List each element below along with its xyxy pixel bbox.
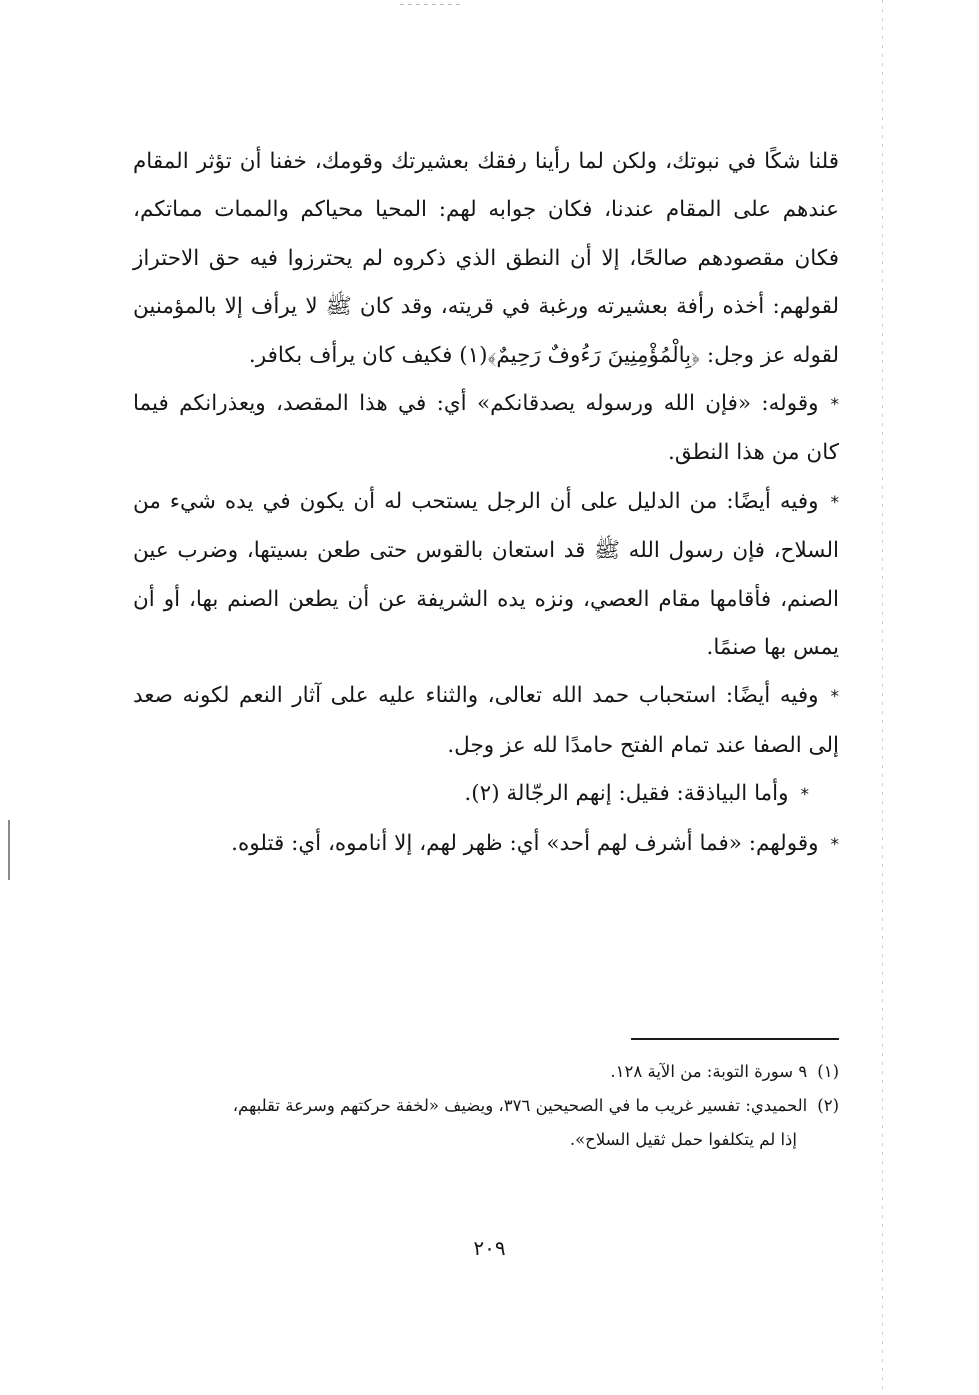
footnote-separator xyxy=(631,1038,839,1040)
footnote-text: ٩ سورة التوبة: من الآية ١٢٨. xyxy=(610,1062,808,1081)
paragraph xyxy=(133,138,839,380)
asterisk-bullet-icon: * xyxy=(830,395,839,416)
footnote-number: (٢) xyxy=(817,1096,839,1115)
main-text-body xyxy=(133,138,839,869)
scan-artifact-left-edge xyxy=(8,820,10,880)
paragraph-text: وفيه أيضًا: استحباب حمد الله تعالى، والثناء عليه على آثار النعم لكونه صعد إلى الصفا عند تمام الفتح حامدًا لله عز وجل. xyxy=(133,683,839,758)
asterisk-bullet-icon: * xyxy=(800,785,809,806)
asterisk-bullet-icon: * xyxy=(830,834,839,855)
paragraph xyxy=(133,770,839,819)
footnote-number: (١) xyxy=(817,1062,839,1081)
footnote-text: الحميدي: تفسير غريب ما في الصحيحين ٣٧٦، ويضيف «لخفة حركتهم وسرعة تقلبهم، xyxy=(232,1096,808,1115)
paragraph-text: قلنا شكًا في نبوتك، ولكن لما رأينا رفقك بعشيرتك وقومك، خفنا أن تؤثر المقام عندهم على المقام عندنا، فكان جوابه لهم: المحيا محياكم والممات مماتكم، فكان مقصودهم صالحًا، إلا أن النطق الذي ذكروه لم يحترزوا فيه حق الاحتراز لقولهم: أخذه رأفة بعشيرته ورغبة في قريته، وقد كان ﷺ لا يرأف إلا بالمؤمنين لقوله عز وجل: ﴿بِالْمُؤْمِنِينَ رَءُوفٌ رَحِيمٌ﴾(١) فكيف كان يرأف بكافر. xyxy=(133,149,839,368)
asterisk-bullet-icon: * xyxy=(830,687,839,708)
paragraph xyxy=(133,672,839,770)
paragraph xyxy=(133,380,839,478)
paragraph-text: وقوله: «فإن الله ورسوله يصدقانكم» أي: في هذا المقصد، ويعذرانكم فيما كان من هذا النطق. xyxy=(133,391,839,466)
footnote-continuation xyxy=(133,1123,839,1157)
scan-artifact-right-edge xyxy=(882,0,883,1395)
footnotes xyxy=(133,1055,839,1157)
footnote xyxy=(133,1089,839,1123)
page-number: ٢٠٩ xyxy=(473,1236,506,1260)
footnote xyxy=(133,1055,839,1089)
paragraph-text: وأما البياذقة: فقيل: إنهم الرجّالة (٢). xyxy=(464,781,789,807)
asterisk-bullet-icon: * xyxy=(830,492,839,513)
paragraph xyxy=(133,820,839,869)
paragraph-text: وفيه أيضًا: من الدليل على أن الرجل يستحب له أن يكون في يده شيء من السلاح، فإن رسول الله ﷺ قد استعان بالقوس حتى طعن بسيتها، وضرب عين الصنم، فأقامها مقام العصي، ونزه يده الشريفة عن أن يطعن الصنم بها، أو أن يمس بها صنمًا. xyxy=(133,488,839,661)
paragraph xyxy=(133,478,839,673)
scan-artifact-top xyxy=(400,4,460,5)
paragraph-text: وقولهم: «فما أشرف لهم أحد» أي: ظهر لهم، إلا أناموه، أي: قتلوه. xyxy=(231,830,819,856)
footnote-continuation-text: إذا لم يتكلفوا حمل ثقيل السلاح». xyxy=(569,1130,797,1149)
